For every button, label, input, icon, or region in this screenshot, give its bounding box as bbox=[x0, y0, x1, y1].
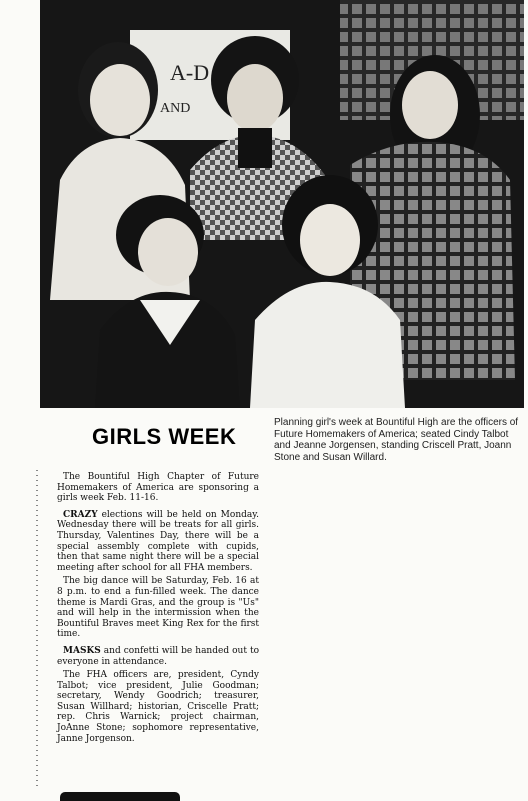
article-paragraph-masks bbox=[57, 646, 259, 667]
headline: GIRLS WEEK bbox=[92, 424, 237, 449]
article-paragraph-intro: The Bountiful High Chapter of Future Homemakers of America are sponsoring a girls week Feb. 11-16. bbox=[57, 472, 259, 504]
paragraph-text: elections will be held on Monday. Wednesday there will be treats for all girls. Thursday, Valentines Day, there will be a special assembly complete with cupids, then that same night there will be a special meeting after school for all FHA members. bbox=[57, 509, 259, 573]
photo-caption: Planning girl's week at Bountiful High are the officers of Future Homemakers of America; seated Cindy Talbot and Jeanne Jorgensen, standing Criscell Pratt, Joann Stone and Susan Willard. bbox=[274, 417, 519, 463]
column-edge-marks bbox=[36, 470, 38, 790]
paragraph-lead-word: CRAZY bbox=[63, 509, 98, 520]
photo-illustration bbox=[40, 0, 524, 408]
paragraph-text: and confetti will be handed out to everyone in attendance. bbox=[57, 645, 259, 667]
article-body bbox=[57, 472, 259, 747]
paragraph-lead-word: MASKS bbox=[63, 645, 101, 656]
next-article-heading-fragment bbox=[60, 792, 180, 801]
article-paragraph-dance: The big dance will be Saturday, Feb. 16 at 8 p.m. to end a fun-filled week. The dance theme is Mardi Gras, and the group is "Us" and will help in the intermission when the Bountiful Braves meet King Rex for the first time. bbox=[57, 576, 259, 640]
article-paragraph-officers: The FHA officers are, president, Cyndy Talbot; vice president, Julie Goodman; secretary, Wendy Goodrich; treasurer, Susan Willhard; historian, Criscelle Pratt; rep. Chris Warnick; project chairman, JoAnne Stone; sophomore representative, Janne Jorgenson. bbox=[57, 670, 259, 744]
article-paragraph-elections bbox=[57, 510, 259, 574]
svg-text:A-D: A-D bbox=[170, 60, 210, 85]
svg-text:AND: AND bbox=[160, 101, 191, 116]
news-photo bbox=[40, 0, 524, 408]
